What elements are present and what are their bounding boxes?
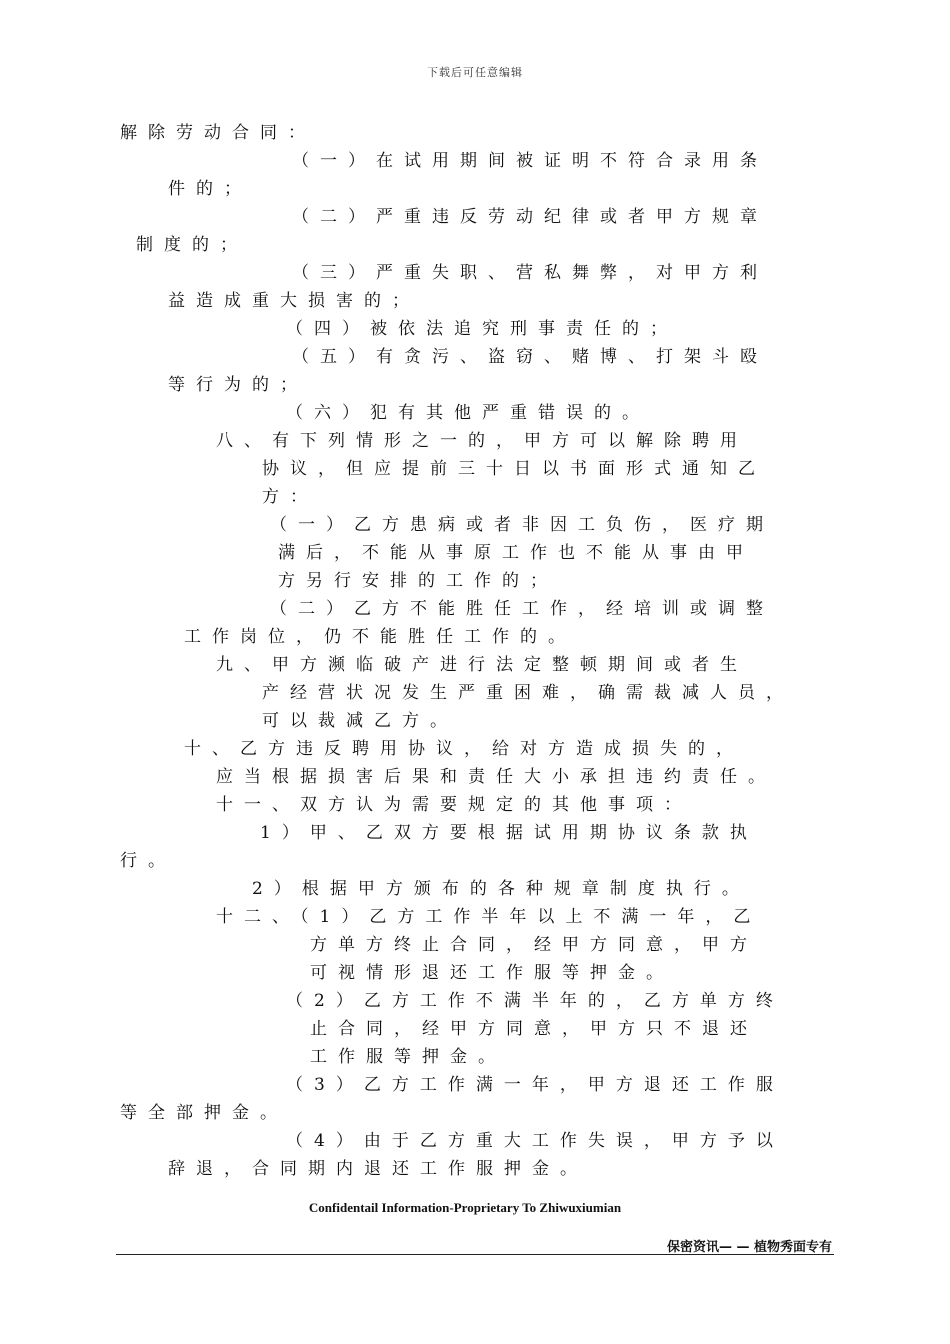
body-line: 制度的； bbox=[136, 235, 248, 255]
body-line: （五）有贪污、盗窃、赌博、打架斗殴 bbox=[292, 347, 768, 367]
body-line: （二）严重违反劳动纪律或者甲方规章 bbox=[292, 207, 768, 227]
body-line: 十、乙方违反聘用协议，给对方造成损失的， bbox=[184, 739, 744, 759]
header-note: 下载后可任意编辑 bbox=[427, 66, 523, 79]
body-line: （三）严重失职、营私舞弊，对甲方利 bbox=[292, 263, 768, 283]
footer-confidential-english: Confidentail Information-Proprietary To Zhiwuxiumian bbox=[308, 1200, 622, 1215]
body-line: 止合同，经甲方同意，甲方只不退还 bbox=[310, 1019, 758, 1039]
body-line: 九、甲方濒临破产进行法定整顿期间或者生 bbox=[216, 655, 748, 675]
body-line: 解除劳动合同： bbox=[120, 123, 316, 143]
body-line: （四）被依法追究刑事责任的； bbox=[286, 319, 678, 339]
body-line: 协议，但应提前三十日以书面形式通知乙 bbox=[262, 459, 766, 479]
body-line: 八、有下列情形之一的，甲方可以解除聘用 bbox=[216, 431, 748, 451]
footer-confidential-chinese: 保密资讯— — 植物秀面专有 bbox=[666, 1240, 832, 1255]
body-line: 可以裁减乙方。 bbox=[262, 711, 458, 731]
body-line: （六）犯有其他严重错误的。 bbox=[286, 403, 650, 423]
body-line: 行。 bbox=[120, 851, 176, 871]
body-line: 十一、双方认为需要规定的其他事项： bbox=[216, 795, 692, 815]
body-line: 1）甲、乙双方要根据试用期协议条款执 bbox=[260, 823, 758, 843]
body-line: （2）乙方工作不满半年的，乙方单方终 bbox=[286, 991, 784, 1011]
body-line: （一）在试用期间被证明不符合录用条 bbox=[292, 151, 768, 171]
body-line: 十二、（1）乙方工作半年以上不满一年，乙 bbox=[216, 907, 762, 927]
body-line: 工作服等押金。 bbox=[310, 1047, 506, 1067]
body-line: 工作岗位，仍不能胜任工作的。 bbox=[184, 627, 576, 647]
footer-divider bbox=[116, 1254, 834, 1255]
body-line: 产经营状况发生严重困难，确需裁减人员， bbox=[262, 683, 794, 703]
body-line: 益造成重大损害的； bbox=[168, 291, 420, 311]
body-line: 满后，不能从事原工作也不能从事由甲 bbox=[278, 543, 754, 563]
body-line: 等全部押金。 bbox=[120, 1103, 288, 1123]
body-line: 可视情形退还工作服等押金。 bbox=[310, 963, 674, 983]
body-line: 方： bbox=[262, 487, 318, 507]
body-line: 辞退，合同期内退还工作服押金。 bbox=[168, 1159, 588, 1179]
body-line: 应当根据损害后果和责任大小承担违约责任。 bbox=[216, 767, 776, 787]
body-line: （一）乙方患病或者非因工负伤，医疗期 bbox=[270, 515, 774, 535]
body-line: （二）乙方不能胜任工作，经培训或调整 bbox=[270, 599, 774, 619]
body-line: （3）乙方工作满一年，甲方退还工作服 bbox=[286, 1075, 784, 1095]
body-line: 等行为的； bbox=[168, 375, 308, 395]
body-line: 件的； bbox=[168, 179, 252, 199]
body-line: （4）由于乙方重大工作失误，甲方予以 bbox=[286, 1131, 784, 1151]
body-line: 方单方终止合同，经甲方同意，甲方 bbox=[310, 935, 758, 955]
body-line: 方另行安排的工作的； bbox=[278, 571, 558, 591]
body-line: 2）根据甲方颁布的各种规章制度执行。 bbox=[252, 879, 750, 899]
